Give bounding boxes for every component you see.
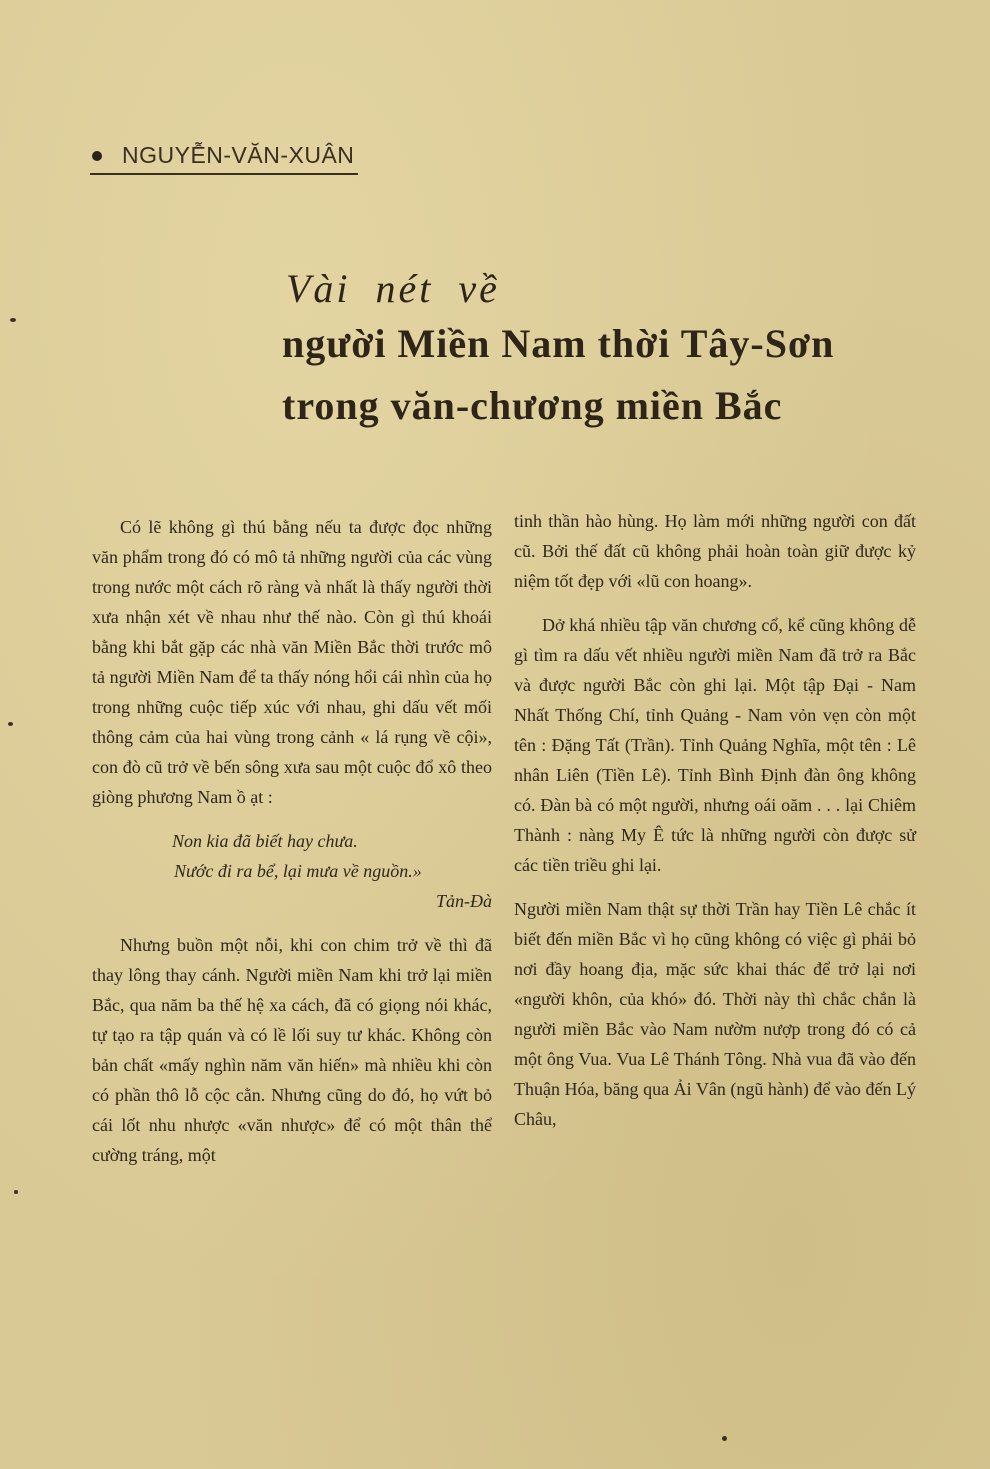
poem-quote xyxy=(92,826,492,916)
byline-underline xyxy=(90,173,358,175)
page-speck xyxy=(10,318,16,322)
author-byline xyxy=(92,142,354,169)
bullet-icon xyxy=(92,151,102,161)
title-line-3: trong văn-chương miền Bắc xyxy=(282,383,783,428)
paragraph: tinh thần hào hùng. Họ làm mới những người con đất cũ. Bởi thế đất cũ không phải hoàn toàn giữ được kỷ niệm tốt đẹp với «lũ con hoang». xyxy=(514,511,916,591)
poem-line: Nước đi ra bể, lại mưa về nguồn.» xyxy=(174,861,422,881)
paragraph: Có lẽ không gì thú bằng nếu ta được đọc những văn phẩm trong đó có mô tả những người của các vùng trong nước một cách rõ ràng và nhất là thấy người thời xưa nhận xét về nhau như thế nào. Còn gì thú khoái bằng khi bắt gặp các nhà văn Miền Bắc thời trước mô tả người Miền Nam để ta thấy nóng hổi cái nhìn của họ trong những cuộc tiếp xúc với nhau, ghi dấu vết mối thông cảm của hai vùng trong cảnh « lá rụng về cội», con đò cũ trở về bến sông xưa sau một cuộc đổ xô theo giòng phương Nam ồ ạt : xyxy=(92,517,492,807)
right-column xyxy=(514,506,916,1134)
page-speck xyxy=(722,1436,727,1441)
poem-attribution: Tản-Đà xyxy=(435,891,492,911)
article-title xyxy=(282,265,834,437)
paragraph: Nhưng buồn một nỗi, khi con chim trở về thì đã thay lông thay cánh. Người miền Nam khi trở lại miền Bắc, qua năm ba thế hệ xa cách, đã có giọng nói khác, tự tạo ra tập quán và có lề lối suy tư khác. Không còn bản chất «mấy nghìn năm văn hiến» mà nhiều khi còn có phần thô lỗ cộc cằn. Nhưng cũng do đó, họ vứt bỏ cái lốt nhu nhược «văn nhược» để có một thân thể cường tráng, một xyxy=(92,935,492,1165)
title-line-2: người Miền Nam thời Tây-Sơn xyxy=(282,321,835,366)
paragraph: Người miền Nam thật sự thời Trần hay Tiền Lê chắc ít biết đến miền Bắc vì họ cũng không có việc gì phải bỏ nơi đầy hoang địa, mặc sức khai thác để trở lại nơi «người khôn, của khó» đó. Thời này thì chắc chắn là người miền Bắc vào Nam nườm nượp trong đó có cả một ông Vua. Vua Lê Thánh Tông. Nhà vua đã vào đến Thuận Hóa, băng qua Ải Vân (ngũ hành) để vào đến Lý Châu, xyxy=(514,899,916,1129)
page-speck xyxy=(14,1190,18,1194)
left-column xyxy=(92,512,492,1170)
page-speck xyxy=(8,722,13,726)
paragraph: Dở khá nhiều tập văn chương cổ, kể cũng không dễ gì tìm ra dấu vết nhiều người miền Nam đã trở ra Bắc và được người Bắc còn ghi lại. Một tập Đại - Nam Nhất Thống Chí, tỉnh Quảng - Nam vỏn vẹn còn một tên : Đặng Tất (Trần). Tỉnh Quảng Nghĩa, một tên : Lê nhân Liên (Tiền Lê). Tỉnh Bình Định đàn ông không có. Đàn bà có một người, nhưng oái oăm . . . lại Chiêm Thành : nàng My Ê tức là những người còn được sử các tiền triều ghi lại. xyxy=(514,615,916,875)
poem-line: Non kia đã biết hay chưa. xyxy=(172,831,358,851)
author-name: NGUYỄN-VĂN-XUÂN xyxy=(122,142,355,168)
title-line-1: Vài nét về xyxy=(286,266,500,311)
